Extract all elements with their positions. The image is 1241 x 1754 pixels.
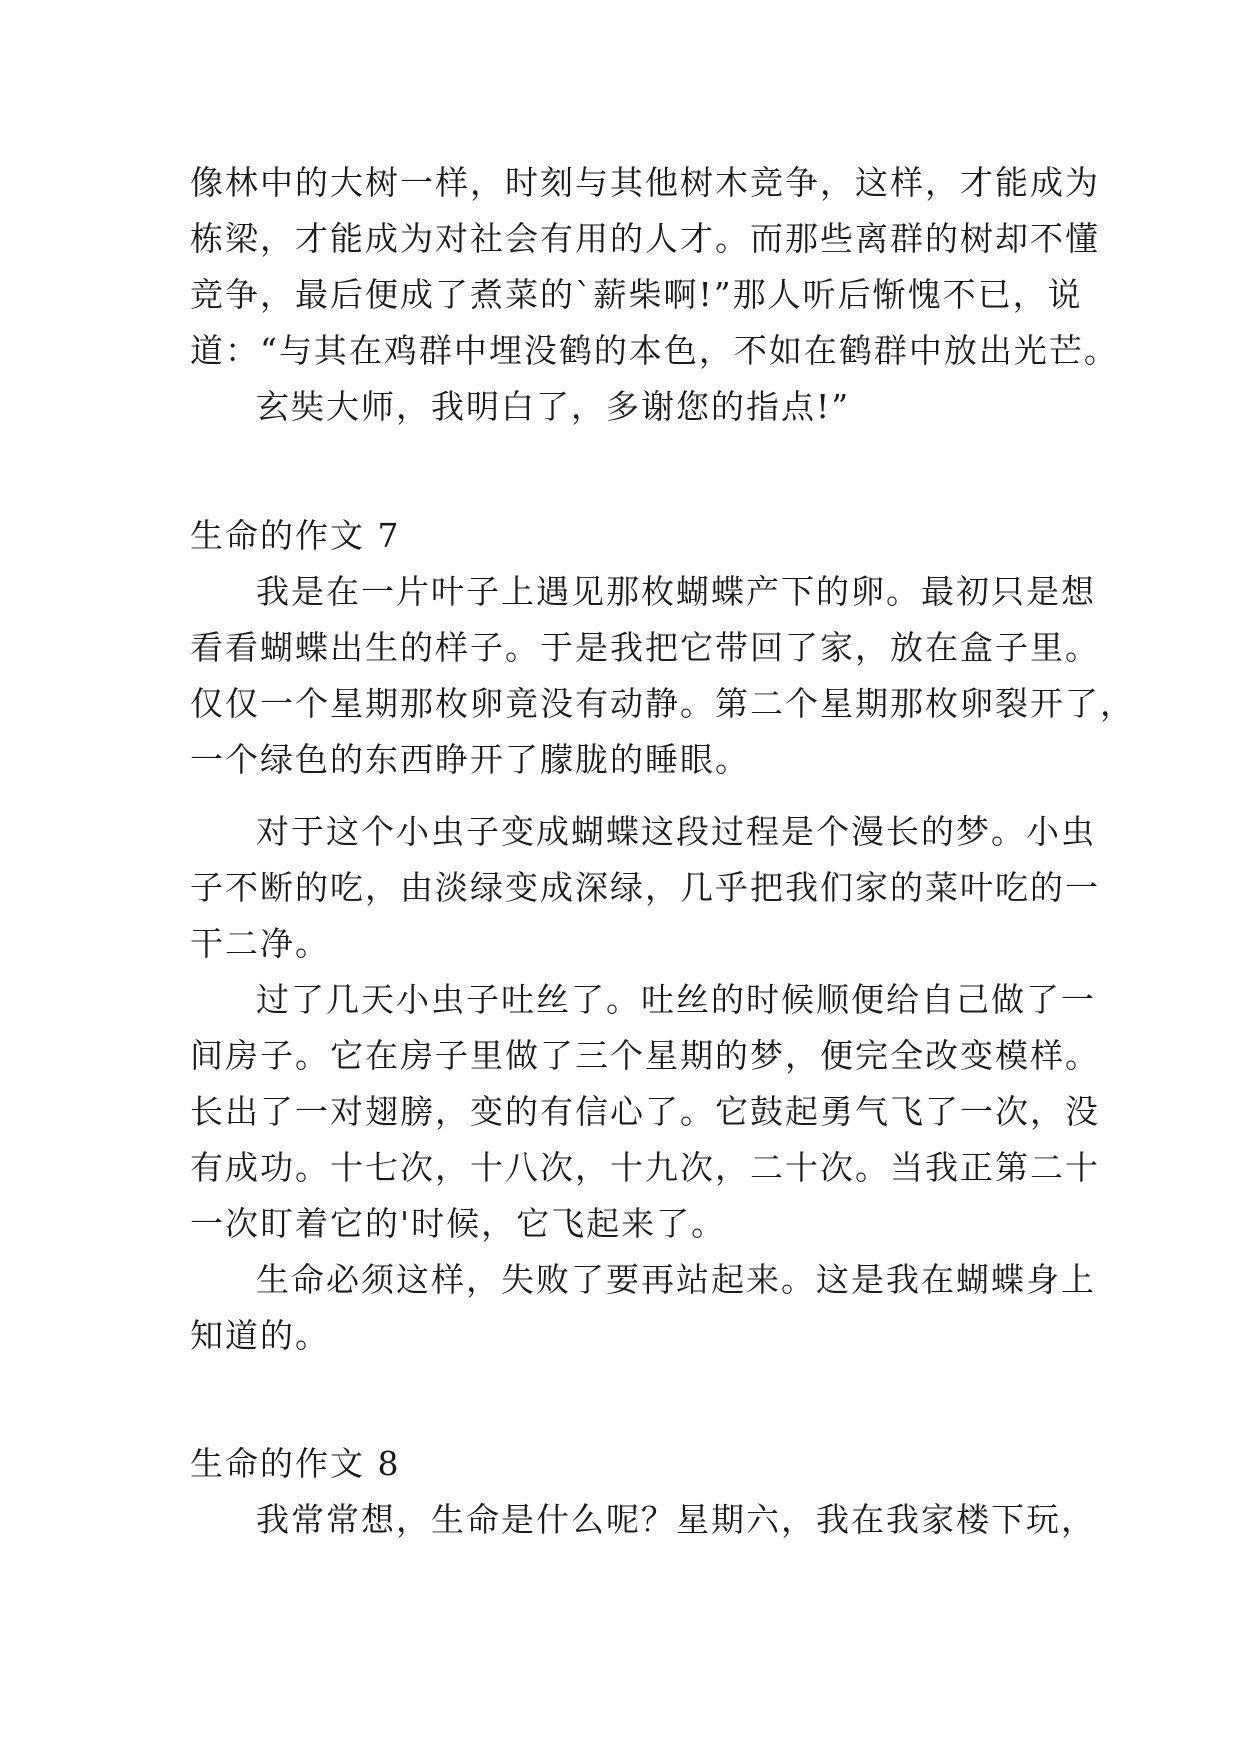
paragraph-line: 像林中的大树一样，时刻与其他树木竞争，这样，才能成为 (190, 163, 1100, 202)
section-heading: 生命的作文 7 (190, 516, 401, 555)
paragraph-line: 玄奘大师，我明白了，多谢您的指点!” (256, 387, 851, 426)
paragraph-line: 道：“与其在鸡群中埋没鹤的本色，不如在鹤群中放出光芒。 (190, 331, 1119, 370)
paragraph-line: 过了几天小虫子吐丝了。吐丝的时候顺便给自己做了一 (256, 980, 1096, 1019)
paragraph-line: 栋梁，才能成为对社会有用的人才。而那些离群的树却不懂 (190, 219, 1100, 258)
paragraph-line: 我常常想，生命是什么呢？星期六，我在我家楼下玩， (256, 1500, 1096, 1539)
paragraph-line: 一个绿色的东西睁开了朦胧的睡眼。 (190, 740, 750, 779)
paragraph-line: 仅仅一个星期那枚卵竟没有动静。第二个星期那枚卵裂开了， (190, 684, 1135, 723)
paragraph-line: 长出了一对翅膀，变的有信心了。它鼓起勇气飞了一次，没 (190, 1092, 1100, 1131)
section-heading: 生命的作文 8 (190, 1444, 401, 1483)
paragraph-line: 有成功。十七次，十八次，十九次，二十次。当我正第二十 (190, 1148, 1100, 1187)
paragraph-line: 间房子。它在房子里做了三个星期的梦，便完全改变模样。 (190, 1036, 1100, 1075)
paragraph-line: 知道的。 (190, 1316, 330, 1355)
paragraph-line: 生命必须这样，失败了要再站起来。这是我在蝴蝶身上 (256, 1260, 1096, 1299)
paragraph-line: 对于这个小虫子变成蝴蝶这段过程是个漫长的梦。小虫 (256, 812, 1096, 851)
paragraph-line: 看看蝴蝶出生的样子。于是我把它带回了家，放在盒子里。 (190, 628, 1100, 667)
paragraph-line: 一次盯着它的'时候，它飞起来了。 (190, 1204, 727, 1243)
paragraph-line: 干二净。 (190, 924, 330, 963)
paragraph-line: 子不断的吃，由淡绿变成深绿，几乎把我们家的菜叶吃的一 (190, 868, 1100, 907)
paragraph-line: 我是在一片叶子上遇见那枚蝴蝶产下的卵。最初只是想 (256, 572, 1096, 611)
paragraph-line: 竞争，最后便成了煮菜的`薪柴啊!”那人听后惭愧不已，说 (190, 275, 1083, 314)
